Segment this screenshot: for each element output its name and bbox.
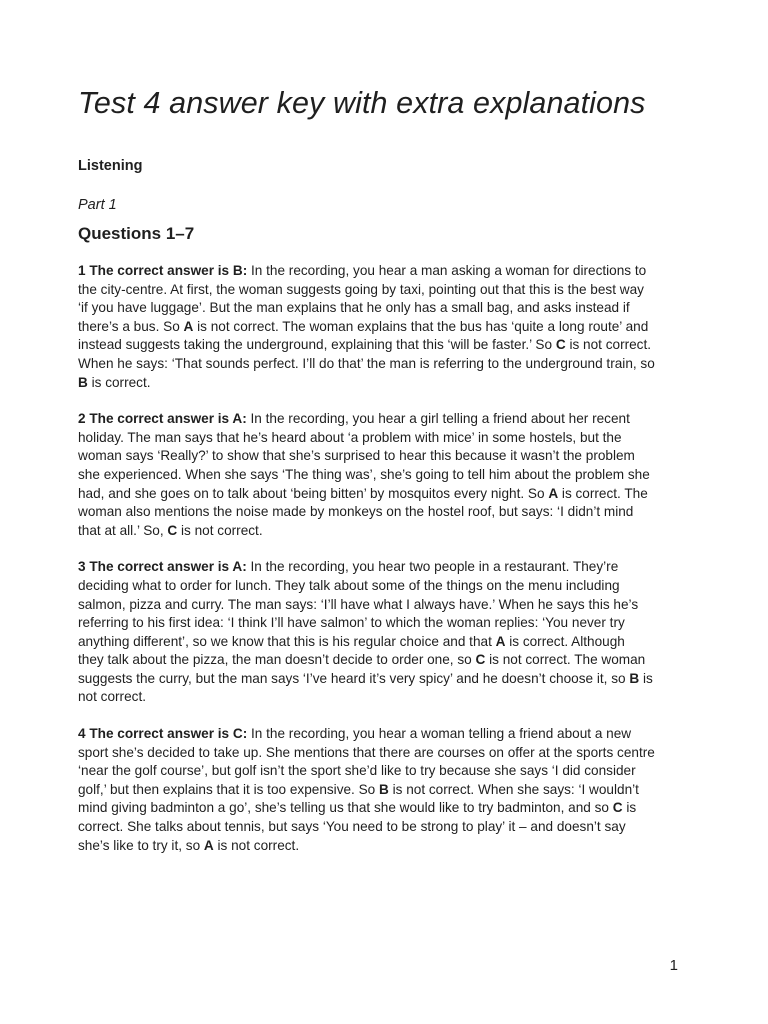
text-run: holiday. The man says that he’s heard about ‘a problem with mice’ in some hostels, but the — [78, 429, 622, 445]
bold-text: A — [495, 633, 506, 649]
answer-line — [78, 818, 688, 837]
text-run: is not correct. — [565, 337, 652, 353]
text-run: the city-centre. At first, the woman suggests going by taxi, pointing out that this is the best way — [78, 281, 644, 297]
answer-line — [78, 410, 688, 429]
text-run: ‘near the golf course’, but golf isn’t the sport she’d like to try because she says ‘I did consider — [78, 763, 636, 779]
text-run: that at all.’ So, — [78, 522, 168, 538]
text-run: is correct. Although — [505, 633, 625, 649]
text-run: salmon, pizza and curry. The man says: ‘I’ll have what I always have.’ When he says this he’s — [78, 596, 639, 612]
answer-line — [78, 744, 688, 763]
answer-line — [78, 577, 688, 596]
bold-text: A — [183, 318, 194, 334]
answer-line — [78, 318, 688, 337]
answer-line — [78, 614, 688, 633]
bold-text: C — [167, 522, 178, 538]
text-run: she experienced. When she says ‘The thing was’, she’s going to tell him about the problem she — [78, 466, 650, 482]
bold-text: A — [548, 485, 559, 501]
text-run: had, and she goes on to talk about ‘being bitten’ by mosquitos every night. So — [78, 485, 549, 501]
text-run: In the recording, you hear a man asking a woman for directions to — [247, 263, 647, 278]
answer-line — [78, 336, 688, 355]
answer-line — [78, 781, 688, 800]
bold-text: 2 The correct answer is A: — [78, 411, 247, 427]
answer-line — [78, 374, 688, 393]
bold-text: 1 The correct answer is B: — [78, 263, 248, 278]
text-run: she’s like to try it, so — [78, 837, 204, 853]
text-run: woman also mentions the noise made by monkeys on the hostel roof, but says: ‘I didn’t mind — [78, 504, 634, 520]
answer-line — [78, 596, 688, 615]
text-run: not correct. — [78, 689, 146, 705]
answer-line — [78, 447, 688, 466]
text-run: deciding what to order for lunch. They talk about some of the things on the menu including — [78, 577, 620, 593]
text-run: is correct. The — [558, 485, 648, 501]
answer-line — [78, 651, 688, 670]
section-heading: Listening — [78, 158, 143, 174]
text-run: is not correct. When she says: ‘I wouldn’t — [388, 781, 639, 797]
answer-line — [78, 355, 688, 374]
text-run: is — [622, 800, 637, 816]
text-run: ‘if you have luggage’. But the man explains that he only has a small bag, and asks instead if — [78, 300, 630, 316]
text-run: referring to his first idea: ‘I think I’ll have salmon’ to which the woman replies: ‘You never try — [78, 615, 625, 631]
bold-text: C — [612, 800, 623, 816]
bold-text: 3 The correct answer is A: — [78, 559, 247, 575]
page-number: 1 — [669, 957, 678, 974]
text-run: woman says ‘Really?’ to show that she’s surprised to hear this because it wasn’t the problem — [78, 448, 635, 464]
answer-line — [78, 522, 688, 541]
text-run: they talk about the pizza, the man doesn’t decide to order one, so — [78, 652, 476, 668]
bold-text: B — [379, 781, 389, 797]
answer-line — [78, 799, 688, 818]
answer-line — [78, 299, 688, 318]
answer-paragraph-2 — [78, 410, 688, 540]
text-run: is — [639, 670, 653, 686]
answer-line — [78, 688, 688, 707]
bold-text: B — [629, 670, 640, 686]
answer-line — [78, 281, 688, 300]
answer-list — [78, 262, 688, 873]
bold-text: A — [203, 837, 214, 853]
text-run: sport she’s decided to take up. She mentions that there are courses on offer at the sports centre — [78, 744, 655, 760]
answer-paragraph-1 — [78, 262, 688, 392]
text-run: mind giving badminton a go’, she’s telling us that she would like to try badminton, and so — [78, 800, 613, 816]
text-run: In the recording, you hear a woman telling a friend about a new — [247, 726, 632, 742]
answer-line — [78, 670, 688, 689]
document-title: Test 4 answer key with extra explanations — [78, 86, 646, 120]
part-label: Part 1 — [78, 197, 117, 213]
text-run: is correct. — [87, 374, 151, 390]
answer-line — [78, 558, 688, 577]
text-run: anything different’, so we know that this is his regular choice and that — [78, 633, 496, 649]
questions-heading: Questions 1–7 — [78, 224, 195, 243]
answer-line — [78, 503, 688, 522]
answer-line — [78, 485, 688, 504]
bold-text: C — [475, 652, 486, 668]
text-run: instead suggests taking the underground, explaining that this ‘will be faster.’ So — [78, 337, 556, 353]
text-run: correct. She talks about tennis, but says ‘You need to be strong to play’ it – and doesn’t say — [78, 819, 626, 835]
answer-line — [78, 837, 688, 856]
answer-line — [78, 262, 688, 281]
text-run: suggests the curry, but the man says ‘I’ve heard it’s very spicy’ and he doesn’t choose it, so — [78, 670, 630, 686]
text-run: In the recording, you hear a girl telling a friend about her recent — [246, 411, 630, 427]
answer-line — [78, 725, 688, 744]
text-run: is not correct. — [213, 837, 300, 853]
answer-line — [78, 466, 688, 485]
answer-line — [78, 762, 688, 781]
text-run: there’s a bus. So — [78, 318, 184, 334]
answer-line — [78, 633, 688, 652]
bold-text: C — [555, 337, 566, 353]
bold-text: 4 The correct answer is C: — [78, 726, 248, 742]
answer-line — [78, 429, 688, 448]
text-run: When he says: ‘That sounds perfect. I’ll do that’ the man is referring to the underground train, so — [78, 355, 655, 371]
text-run: is not correct. The woman explains that the bus has ‘quite a long route’ and — [193, 318, 649, 334]
answer-paragraph-3 — [78, 558, 688, 707]
text-run: golf,’ but then explains that it is too expensive. So — [78, 781, 380, 797]
text-run: In the recording, you hear two people in a restaurant. They’re — [246, 559, 619, 575]
answer-paragraph-4 — [78, 725, 688, 855]
text-run: is not correct. — [177, 522, 263, 538]
bold-text: B — [78, 374, 88, 390]
text-run: is not correct. The woman — [485, 652, 646, 668]
